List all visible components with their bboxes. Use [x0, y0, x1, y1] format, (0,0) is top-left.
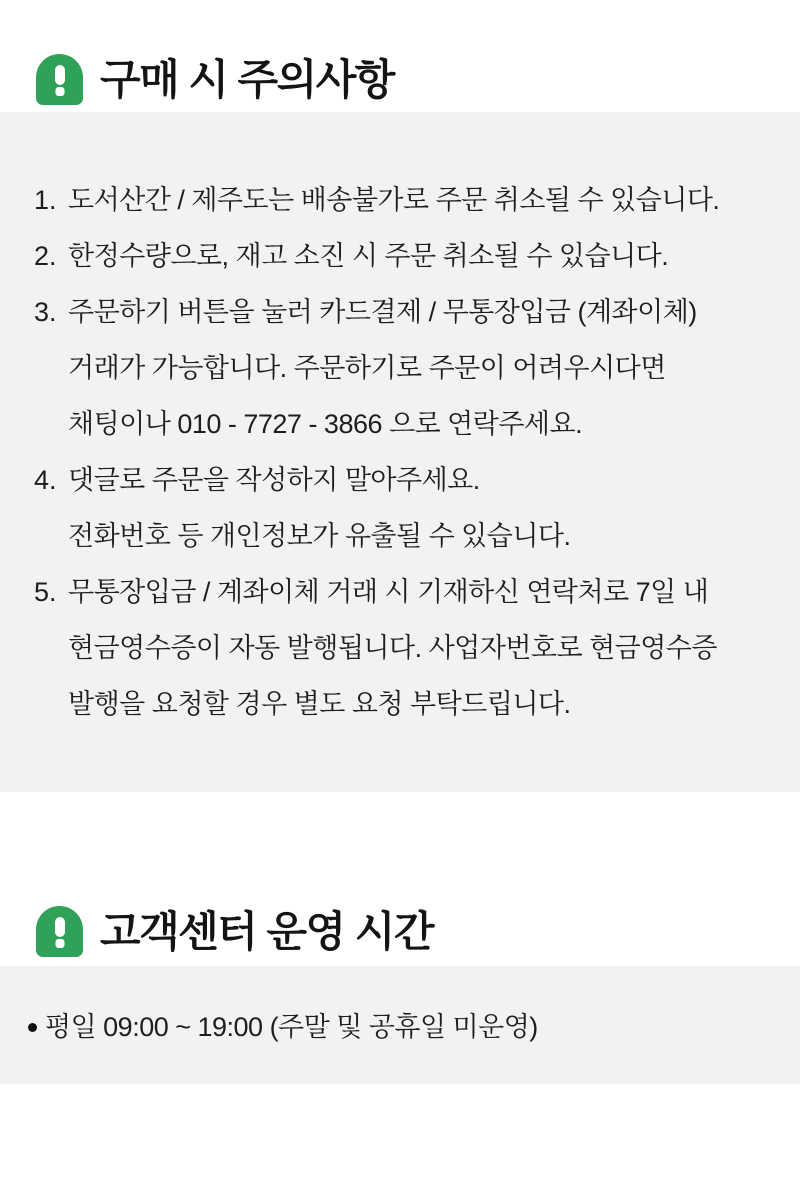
item-text: 주문하기 버튼을 눌러 카드결제 / 무통장입금 (계좌이체): [68, 297, 697, 327]
item-text: 전화번호 등 개인정보가 유출될 수 있습니다.: [68, 521, 571, 551]
customer-center-header: [0, 792, 800, 966]
item-text: 도서산간 / 제주도는 배송불가로 주문 취소될 수 있습니다.: [68, 185, 720, 215]
item-text: 발행을 요청할 경우 별도 요청 부탁드립니다.: [68, 689, 571, 719]
item-text: 거래가 가능합니다. 주문하기로 주문이 어려우시다면: [68, 353, 666, 383]
list-item: [34, 564, 780, 732]
exclamation-icon: [36, 906, 83, 957]
hours-text: 평일 09:00 ~ 19:00 (주말 및 공휴일 미운영): [45, 1012, 538, 1042]
customer-center-title: 고객센터 운영 시간: [100, 908, 433, 955]
item-text: 현금영수증이 자동 발행됩니다. 사업자번호로 현금영수증: [68, 633, 717, 663]
item-number: 5.: [34, 577, 57, 607]
customer-center-panel: [0, 966, 800, 1084]
item-text: 채팅이나 010 - 7727 - 3866 으로 연락주세요.: [68, 409, 583, 439]
precautions-header: [0, 0, 800, 112]
precautions-title: 구매 시 주의사항: [100, 56, 394, 103]
item-text: 무통장입금 / 계좌이체 거래 시 기재하신 연락처로 7일 내: [68, 577, 709, 607]
item-number: 3.: [34, 297, 57, 327]
list-item: [34, 228, 780, 284]
bullet-icon: [28, 1023, 37, 1032]
item-number: 4.: [34, 465, 57, 495]
exclamation-icon: [36, 54, 83, 105]
item-number: 1.: [34, 185, 57, 215]
list-item: [34, 452, 780, 564]
list-item: [34, 172, 780, 228]
precautions-panel: [0, 112, 800, 792]
list-item: [34, 284, 780, 452]
item-text: 한정수량으로, 재고 소진 시 주문 취소될 수 있습니다.: [68, 241, 669, 271]
hours-row: [28, 999, 780, 1055]
precautions-list: [34, 172, 780, 732]
item-number: 2.: [34, 241, 57, 271]
item-text: 댓글로 주문을 작성하지 말아주세요.: [68, 465, 480, 495]
